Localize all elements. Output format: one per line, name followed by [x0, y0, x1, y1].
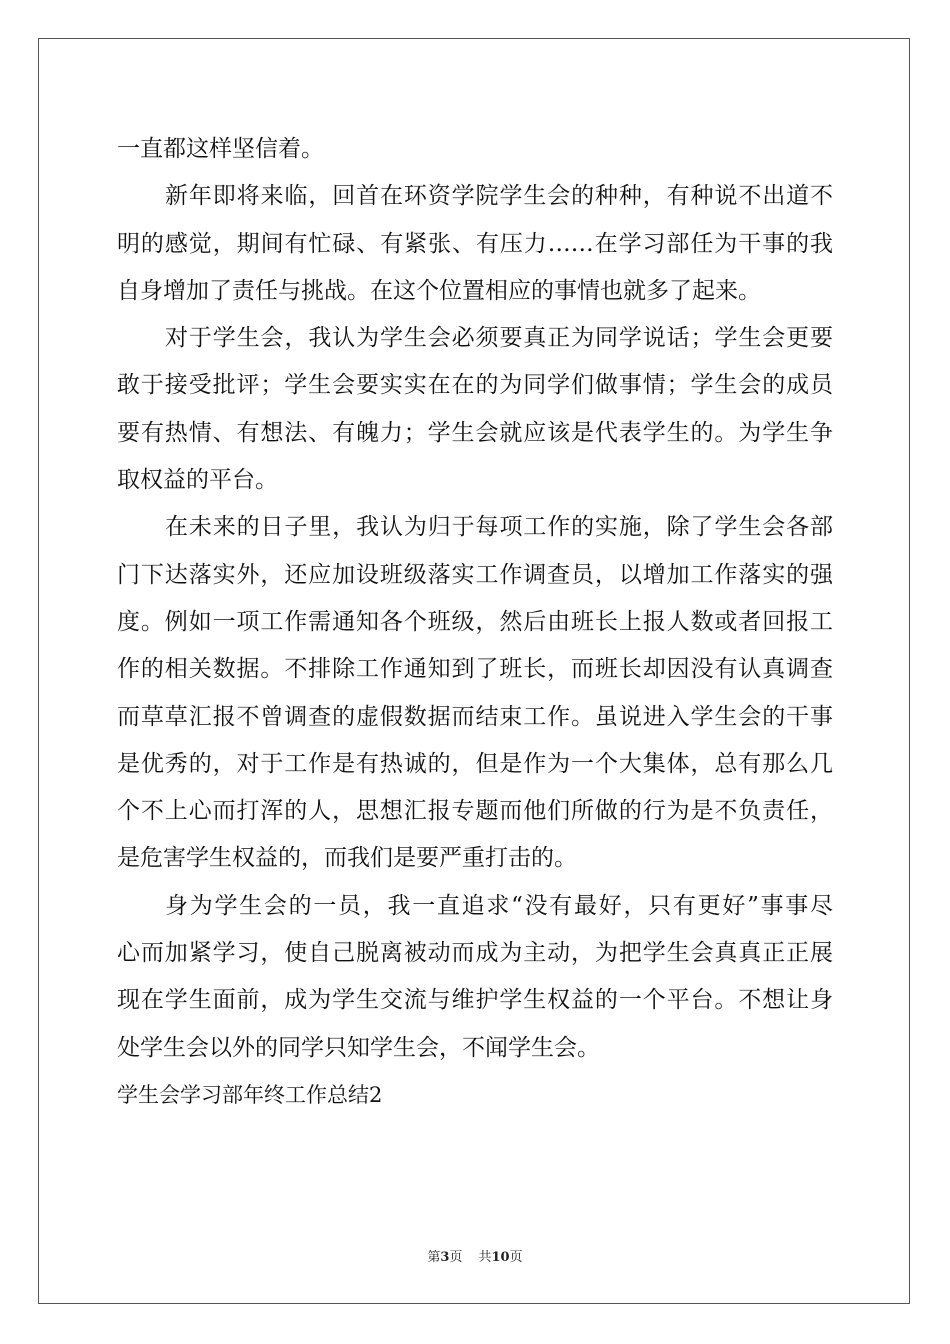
document-body: [117, 126, 833, 1119]
page-footer: [0, 1246, 950, 1265]
text-line: 门下达落实外，还应加设班级落实工作调查员，以增加工作落实的强: [117, 561, 833, 588]
page-total: 10: [491, 1250, 510, 1265]
text-line: 个不上心而打浑的人，思想汇报专题而他们所做的行为是不负责任，: [117, 798, 833, 825]
text-line: 一直都这样坚信着。: [117, 136, 324, 162]
text-line: 而草草汇报不曾调查的虚假数据而结束工作。虽说进入学生会的干事: [117, 703, 833, 730]
text-line: 身为学生会的一员，我一直追求“没有最好，只有更好”事事尽: [165, 892, 833, 919]
section-heading: 学生会学习部年终工作总结2: [117, 1082, 383, 1107]
text-line: 作的相关数据。不排除工作通知到了班长，而班长却因没有认真调查: [117, 656, 833, 683]
text-line: 要有热情、有想法、有魄力；学生会就应该是代表学生的。为学生争: [117, 419, 833, 446]
paragraph-lines: [117, 126, 833, 1072]
text-line: 在未来的日子里，我认为归于每项工作的实施，除了学生会各部: [165, 514, 833, 541]
text-line: 是危害学生权益的，而我们是要严重打击的。: [117, 845, 577, 872]
text-line: 自身增加了责任与挑战。在这个位置相应的事情也就多了起来。: [117, 277, 761, 304]
text-line: 敢于接受批评；学生会要实实在在的为同学们做事情；学生会的成员: [117, 372, 833, 399]
text-line: 明的感觉，期间有忙碌、有紧张、有压力……在学习部任为干事的我: [117, 230, 833, 257]
text-line: 新年即将来临，回首在环资学院学生会的种种，有种说不出道不: [165, 183, 833, 210]
text-line: 对于学生会，我认为学生会必须要真正为同学说话；学生会更要: [165, 325, 833, 352]
total-prefix: 共: [478, 1250, 492, 1265]
text-line: 现在学生面前，成为学生交流与维护学生权益的一个平台。不想让身: [117, 987, 833, 1014]
text-line: 取权益的平台。: [117, 467, 278, 494]
text-line: 心而加紧学习，使自己脱离被动而成为主动，为把学生会真真正正展: [117, 940, 833, 967]
text-line: 度。例如一项工作需通知各个班级，然后由班长上报人数或者回报工: [117, 608, 833, 635]
page-prefix: 第: [427, 1250, 441, 1265]
text-line: 是优秀的，对于工作是有热诚的，但是作为一个大集体，总有那么几: [117, 750, 833, 777]
page-suffix: 页: [449, 1250, 463, 1265]
page-current: 3: [440, 1250, 450, 1265]
text-line: 处学生会以外的同学只知学生会，不闻学生会。: [117, 1034, 600, 1061]
total-suffix: 页: [509, 1250, 523, 1265]
